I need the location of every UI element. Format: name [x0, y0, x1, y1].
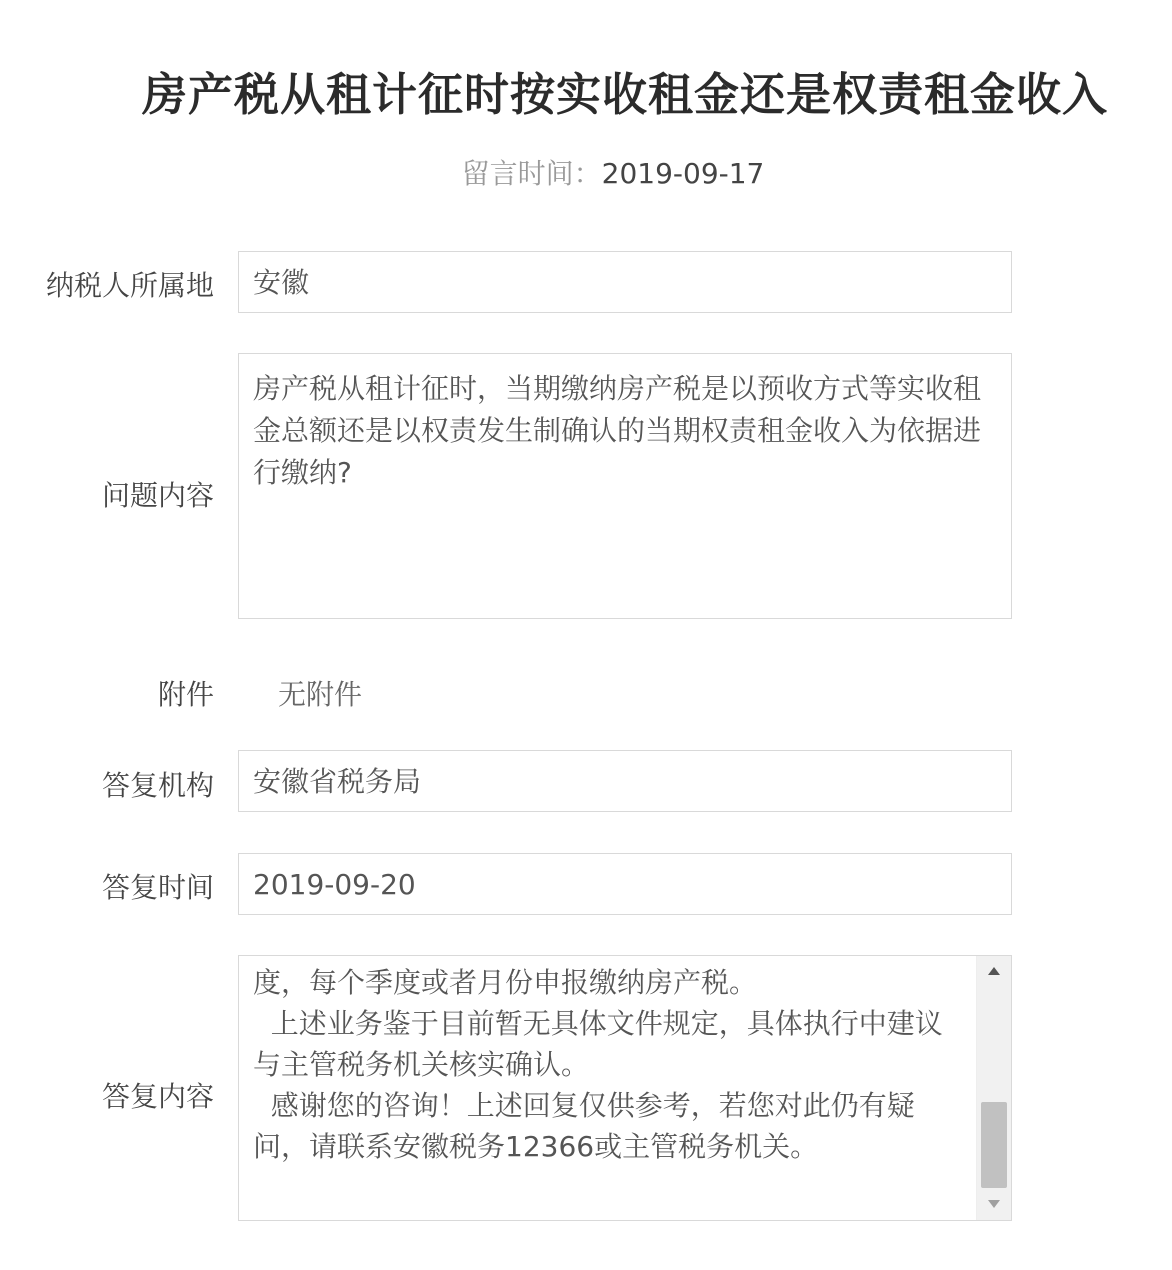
post-time-label: 留言时间： — [461, 157, 602, 190]
page-title: 房产税从租计征时按实收租金还是权责租金收入 — [141, 68, 1108, 121]
reply-time-label: 答复时间 — [101, 871, 214, 904]
scroll-up-arrow-icon[interactable] — [977, 956, 1011, 986]
reply-line: 与主管税务机关核实确认。 — [253, 1048, 590, 1081]
question-label: 问题内容 — [101, 479, 214, 512]
reply-line: 上述业务鉴于目前暂无具体文件规定，具体执行中建议 — [253, 1007, 943, 1040]
question-textarea[interactable]: 房产税从租计征时，当期缴纳房产税是以预收方式等实收租金总额还是以权责发生制确认的当期权责租金收入为依据进行缴纳? — [238, 353, 1012, 619]
reply-agency-field[interactable]: 安徽省税务局 — [238, 750, 1012, 812]
reply-content-label: 答复内容 — [101, 1080, 214, 1113]
attachment-label: 附件 — [157, 678, 214, 711]
reply-content-text — [253, 962, 971, 1167]
taxpayer-location-field[interactable]: 安徽 — [238, 251, 1012, 313]
reply-content-textarea[interactable] — [238, 955, 1012, 1221]
post-time — [0, 152, 1172, 192]
reply-agency-label: 答复机构 — [101, 769, 214, 802]
attachment-value: 无附件 — [278, 678, 363, 711]
reply-line: 度，每个季度或者月份申报缴纳房产税。 — [253, 966, 758, 999]
reply-line: 问，请联系安徽税务12366或主管税务机关。 — [253, 1130, 819, 1163]
scroll-down-arrow-icon[interactable] — [977, 1190, 1011, 1220]
reply-scrollbar[interactable] — [976, 956, 1011, 1220]
reply-time-field[interactable]: 2019-09-20 — [238, 853, 1012, 915]
taxpayer-location-label: 纳税人所属地 — [45, 269, 214, 302]
reply-line: 感谢您的咨询！上述回复仅供参考，若您对此仍有疑 — [253, 1089, 915, 1122]
post-time-value: 2019-09-17 — [601, 157, 765, 190]
scroll-thumb[interactable] — [981, 1102, 1007, 1188]
